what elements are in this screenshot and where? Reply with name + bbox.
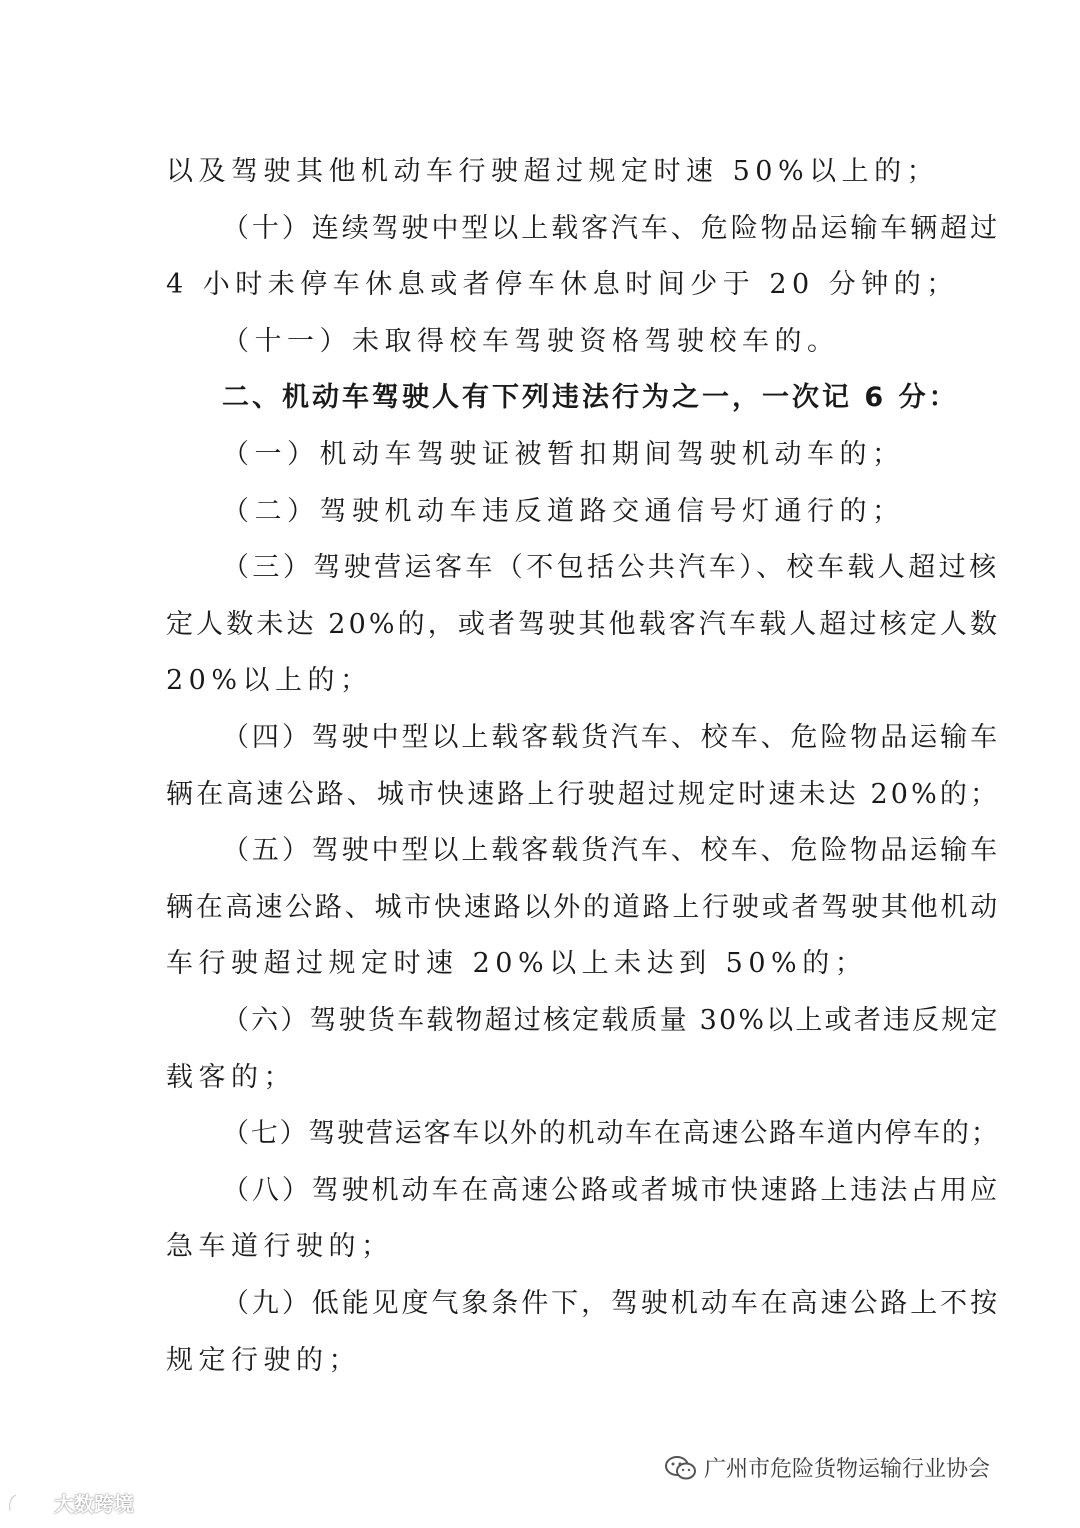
section-heading: 二、机动车驾驶人有下列违法行为之一，一次记 6 分： <box>222 382 959 414</box>
paragraph-line: 辆在高速公路、城市快速路以外的道路上行驶或者驾驶其他机动 <box>166 891 1000 923</box>
paragraph-line: 车行驶超过规定时速 20%以上未达到 50%的； <box>166 948 868 980</box>
paragraph-line: （十）连续驾驶中型以上载客汽车、危险物品运输车辆超过 <box>222 212 1000 244</box>
paragraph-line: （四）驾驶中型以上载客载货汽车、校车、危险物品运输车 <box>222 722 1000 753</box>
paragraph-line: 辆在高速公路、城市快速路上行驶超过规定时速未达 20%的； <box>166 778 1001 810</box>
paragraph-line: 4 小时未停车休息或者停车休息时间少于 20 分钟的； <box>166 269 959 301</box>
watermark-logo-icon <box>6 1491 52 1515</box>
wechat-icon <box>664 1455 698 1481</box>
watermark <box>6 1488 134 1517</box>
paragraph-line: （七）驾驶营运客车以外的机动车在高速公路车道内停车的； <box>222 1118 1000 1150</box>
watermark-label: 大数跨境 <box>54 1492 134 1516</box>
paragraph-line: （六）驾驶货车载物超过核定载质量 30%以上或者违反规定 <box>222 1005 1000 1036</box>
footer-source-label: 广州市危险货物运输行业协会 <box>704 1457 991 1482</box>
paragraph-line: （九）低能见度气象条件下，驾驶机动车在高速公路上不按 <box>222 1288 1000 1319</box>
paragraph-line: 20%以上的； <box>166 665 373 697</box>
paragraph-line: 以及驾驶其他机动车行驶超过规定时速 50%以上的； <box>166 156 940 187</box>
paragraph-line: 定人数未达 20%的，或者驾驶其他载客汽车载人超过核定人数 <box>166 608 1001 640</box>
paragraph-line: （三）驾驶营运客车（不包括公共汽车）、校车载人超过核 <box>222 552 1000 584</box>
paragraph-line: （一）机动车驾驶证被暂扣期间驾驶机动车的； <box>222 439 905 470</box>
footer-source <box>664 1452 990 1483</box>
paragraph-line: （五）驾驶中型以上载客载货汽车、校车、危险物品运输车 <box>222 835 1000 867</box>
paragraph-line: （十一）未取得校车驾驶资格驾驶校车的。 <box>222 325 840 357</box>
paragraph-line: （八）驾驶机动车在高速公路或者城市快速路上违法占用应 <box>222 1174 1000 1206</box>
paragraph-line: 载客的； <box>166 1061 296 1093</box>
paragraph-line: 急车道行驶的； <box>166 1231 394 1263</box>
paragraph-line: （二）驾驶机动车违反道路交通信号灯通行的； <box>222 495 905 527</box>
paragraph-line: 规定行驶的； <box>166 1344 361 1376</box>
